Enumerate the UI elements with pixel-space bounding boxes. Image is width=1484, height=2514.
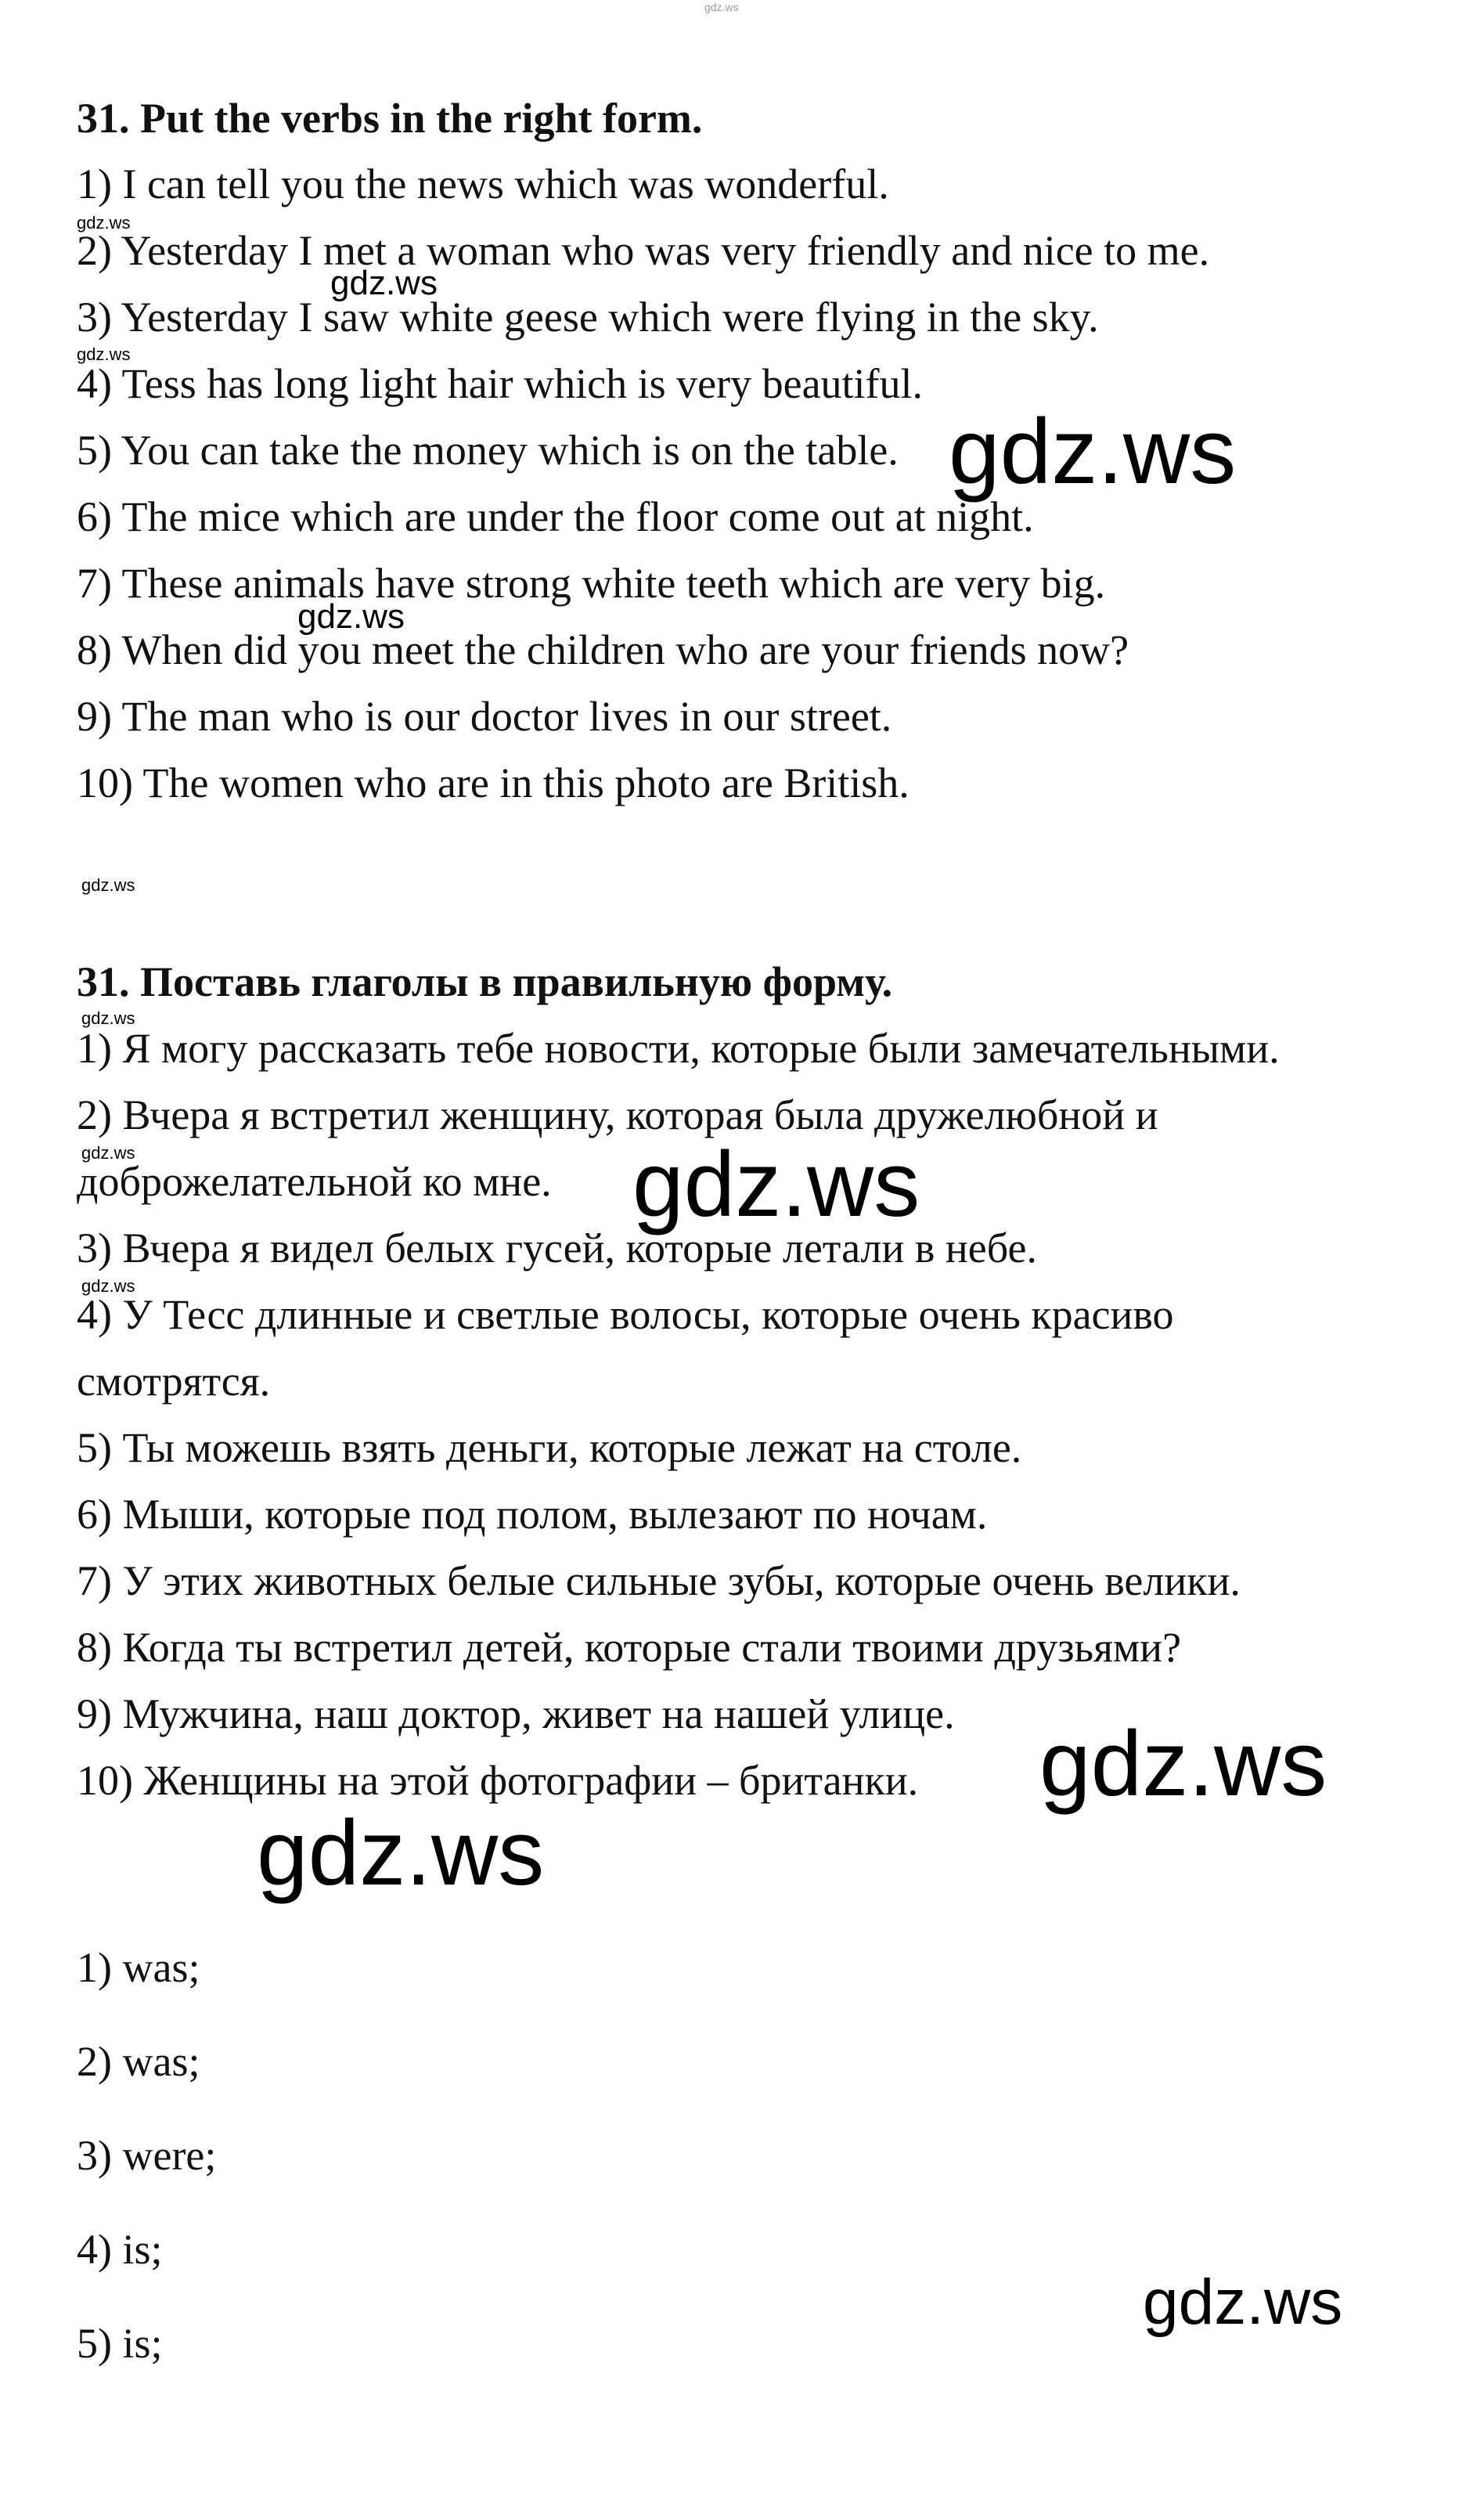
watermark: gdz.ws <box>1039 1712 1327 1816</box>
russian-line: 1) Я могу рассказать тебе новости, которые были замечательными. <box>77 1025 1280 1072</box>
russian-line: 6) Мыши, которые под полом, вылезают по ночам. <box>77 1491 988 1538</box>
english-item: 5) You can take the money which is on the table. <box>77 427 899 474</box>
watermark: gdz.ws <box>257 1802 545 1905</box>
english-item: 1) I can tell you the news which was wonderful. <box>77 161 889 207</box>
watermark: gdz.ws <box>81 1008 135 1028</box>
russian-line: доброжелательной ко мне. <box>77 1158 552 1205</box>
russian-line: 3) Вчера я видел белых гусей, которые летали в небе. <box>77 1225 1037 1271</box>
watermark: gdz.ws <box>81 1143 135 1163</box>
english-heading: 31. Put the verbs in the right form. <box>77 95 703 142</box>
watermark: gdz.ws <box>330 264 438 302</box>
watermark: gdz.ws <box>949 400 1237 503</box>
answer-item: 1) was; <box>77 1944 200 1991</box>
russian-line: 7) У этих животных белые сильные зубы, которые очень велики. <box>77 1557 1241 1604</box>
answer-item: 2) was; <box>77 2038 200 2085</box>
watermark: gdz.ws <box>1143 2267 1343 2338</box>
english-item: 6) The mice which are under the floor come out at night. <box>77 493 1034 540</box>
russian-heading: 31. Поставь глаголы в правильную форму. <box>77 958 893 1005</box>
watermark: gdz.ws <box>81 875 135 895</box>
russian-line: 2) Вчера я встретил женщину, которая была дружелюбной и <box>77 1091 1158 1138</box>
russian-line: 4) У Тесс длинные и светлые волосы, которые очень красиво <box>77 1291 1174 1338</box>
english-item: 9) The man who is our doctor lives in our street. <box>77 693 892 740</box>
russian-line: 9) Мужчина, наш доктор, живет на нашей улице. <box>77 1690 955 1737</box>
english-item: 8) When did you meet the children who are your friends now? <box>77 626 1129 673</box>
watermark: gdz.ws <box>77 213 131 233</box>
english-item: 10) The women who are in this photo are British. <box>77 759 909 806</box>
watermark: gdz.ws <box>77 344 131 364</box>
english-item: 3) Yesterday I saw white geese which were flying in the sky. <box>77 294 1099 341</box>
answer-item: 4) is; <box>77 2226 163 2273</box>
russian-line: 8) Когда ты встретил детей, которые стали твоими друзьями? <box>77 1624 1182 1671</box>
english-item: 7) These animals have strong white teeth which are very big. <box>77 560 1106 607</box>
english-item: 2) Yesterday I met a woman who was very friendly and nice to me. <box>77 227 1210 274</box>
watermark: gdz.ws <box>297 597 405 636</box>
watermark: gdz.ws <box>81 1276 135 1296</box>
russian-line: смотрятся. <box>77 1358 271 1405</box>
answer-item: 3) were; <box>77 2132 217 2179</box>
watermark: gdz.ws <box>704 1 739 13</box>
russian-line: 5) Ты можешь взять деньги, которые лежат на столе. <box>77 1424 1022 1471</box>
russian-line: 10) Женщины на этой фотографии – британки. <box>77 1757 919 1804</box>
watermark: gdz.ws <box>632 1133 920 1236</box>
english-item: 4) Tess has long light hair which is very beautiful. <box>77 360 924 407</box>
answer-item: 5) is; <box>77 2320 163 2367</box>
